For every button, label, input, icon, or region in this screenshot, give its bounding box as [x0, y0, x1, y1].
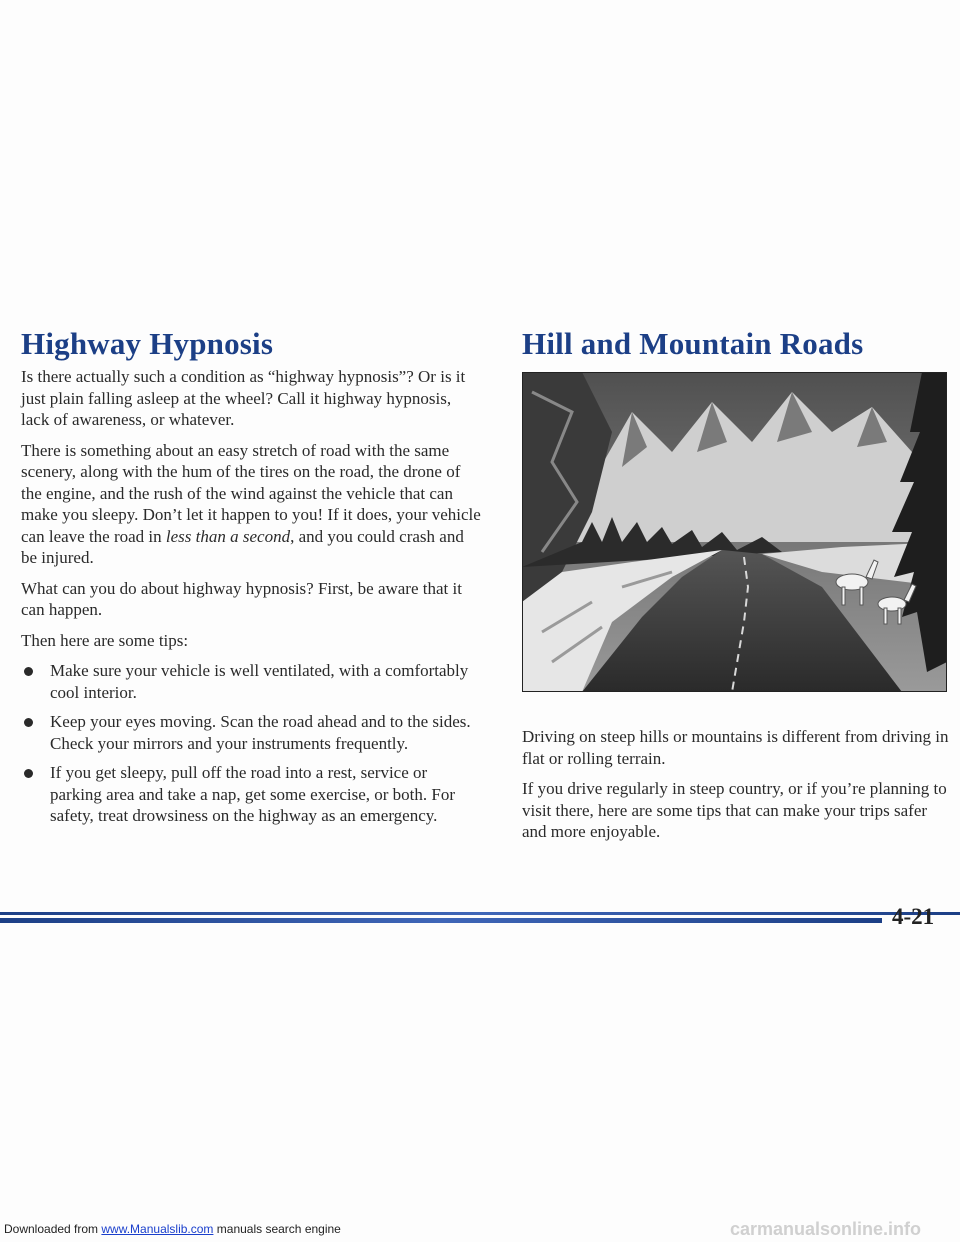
manualslib-link[interactable]: www.Manualslib.com — [101, 1222, 214, 1236]
paragraph: Then here are some tips: — [21, 630, 189, 650]
bullet-icon — [24, 718, 33, 727]
paragraph: What can you do about highway hypnosis? First, be aware that it can happen. — [21, 578, 462, 619]
mountain-road-illustration — [522, 372, 947, 692]
list-item — [21, 762, 483, 827]
list-item — [21, 660, 483, 703]
paragraph: If you drive regularly in steep country, or if you’re planning to visit there, here are some tips that can make your trips safer and more enjoyable. — [522, 779, 947, 841]
footer-text: manuals search engine — [213, 1222, 341, 1236]
list-item-text: Keep your eyes moving. Scan the road ahead and to the sides. Check your mirrors and your instruments frequently. — [50, 712, 471, 753]
tips-list — [21, 660, 483, 827]
highway-hypnosis-body — [21, 366, 483, 835]
page-rule — [0, 918, 882, 923]
page-number: 4-21 — [892, 904, 935, 929]
text-run: There is something about an easy stretch of road with the same scenery, along with the hum of the tires on the road, the drone of the engine, and the rush of the wind against the vehicle that can make you sleepy. Don’t let it happen to you! If it does, your vehicle can leave the road in — [21, 440, 481, 546]
download-footer — [4, 1222, 341, 1236]
footer-text: Downloaded from — [4, 1222, 102, 1236]
paragraph — [21, 440, 483, 569]
list-item-text: Make sure your vehicle is well ventilated, with a comfortably cool interior. — [50, 661, 469, 702]
bullet-icon — [24, 667, 33, 676]
section-heading-hill-mountain-roads: Hill and Mountain Roads — [522, 326, 864, 361]
text-run: , and you could crash and be injured. — [21, 526, 464, 567]
section-heading-highway-hypnosis: Highway Hypnosis — [21, 326, 274, 361]
bullet-icon — [24, 769, 33, 778]
list-item — [21, 711, 483, 754]
paragraph: Driving on steep hills or mountains is different from driving in flat or rolling terrain. — [522, 727, 949, 768]
list-item-text: If you get sleepy, pull off the road into a rest, service or parking area and take a nap, get some exercise, or both. For safety, treat drowsiness on the highway as an emergency. — [50, 763, 456, 825]
emphasis-text: less than a second — [165, 526, 291, 546]
watermark: carmanualsonline.info — [730, 1219, 922, 1239]
paragraph: Is there actually such a condition as “highway hypnosis”? Or is it just plain falling asleep at the wheel? Call it highway hypnosis, lack of awareness, or whatever. — [21, 367, 466, 429]
hill-mountain-body — [522, 726, 952, 852]
